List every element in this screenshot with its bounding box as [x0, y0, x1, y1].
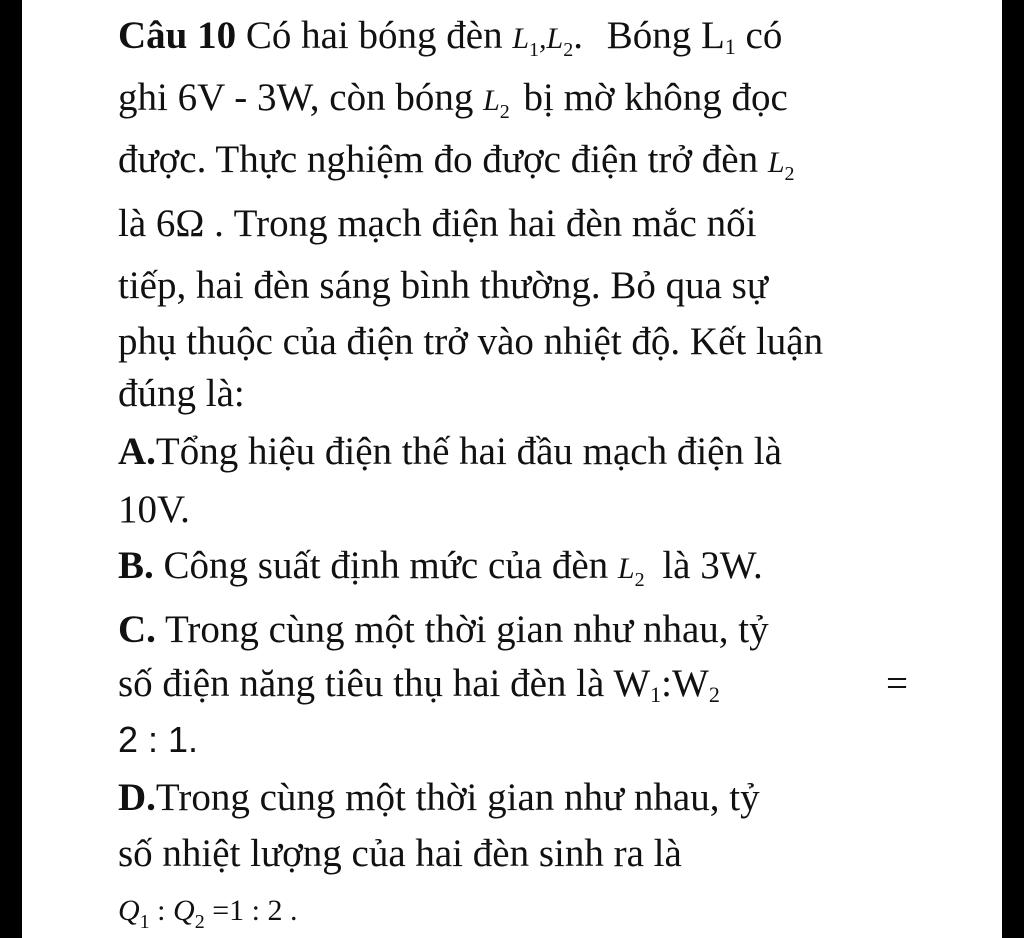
symbol-l2: $L_2$ — [546, 22, 574, 61]
stem-text: Bóng L — [606, 14, 725, 57]
option-c-letter: C. — [118, 608, 156, 651]
option-a-text: Tổng hiệu điện thế hai đầu mạch điện là — [155, 430, 782, 473]
stem-line-2: ghi 6V - 3W, còn bóng $L_2$ bị mờ không đọc — [118, 76, 788, 123]
option-c-line-3: 2 : 1. — [118, 719, 199, 760]
option-a[interactable] — [118, 424, 908, 480]
option-b[interactable]: B. Công suất định mức của đèn $L_2$ là 3W. — [118, 544, 763, 591]
option-c-line-2: số điện năng tiêu thụ hai đèn là W1:W2 = — [118, 662, 908, 707]
option-d-line-2: số nhiệt lượng của hai đèn sinh ra là — [118, 832, 682, 875]
stem-line-7: đúng là: — [118, 372, 245, 415]
symbol-l2: $L_2$ — [767, 146, 795, 185]
option-d-text: Trong cùng một thời gian như nhau, tỷ — [155, 776, 760, 819]
stem-line-4: là 6Ω . Trong mạch điện hai đèn mắc nối — [118, 202, 757, 245]
stem-text: có — [745, 14, 783, 57]
option-d-line-3 — [118, 880, 908, 936]
option-b-letter: B. — [118, 544, 154, 587]
question-page — [22, 0, 1002, 938]
stem-line-5: tiếp, hai đèn sáng bình thường. Bỏ qua sự — [118, 264, 768, 307]
symbol-l2: $L_2$ — [483, 84, 510, 123]
stem-line-1: Câu 10 Có hai bóng đèn $L_1,L_2$. Bóng L1 có — [118, 14, 783, 61]
option-d[interactable] — [118, 770, 908, 826]
option-b-text: Công suất định mức của đèn — [163, 544, 609, 587]
option-c-text: Trong cùng một thời gian như nhau, tỷ — [164, 608, 769, 651]
option-c[interactable] — [118, 602, 908, 658]
option-a-line-2: 10V. — [118, 488, 190, 531]
symbol-l1: $L_1$ — [512, 22, 540, 61]
formula-q-ratio: $Q_1$ : $Q_2 =1$ : 2 . — [118, 894, 298, 933]
option-a-letter: A. — [118, 430, 156, 473]
stem-line-3: được. Thực nghiệm đo được điện trở đèn $L_2$ — [118, 138, 795, 185]
question-label: Câu 10 — [118, 14, 237, 57]
stem-line-6: phụ thuộc của điện trở vào nhiệt độ. Kết luận — [118, 320, 824, 363]
symbol-l2: $L_2$ — [617, 552, 645, 591]
option-d-letter: D. — [118, 776, 156, 819]
stem-text: Có hai bóng đèn — [245, 14, 503, 57]
